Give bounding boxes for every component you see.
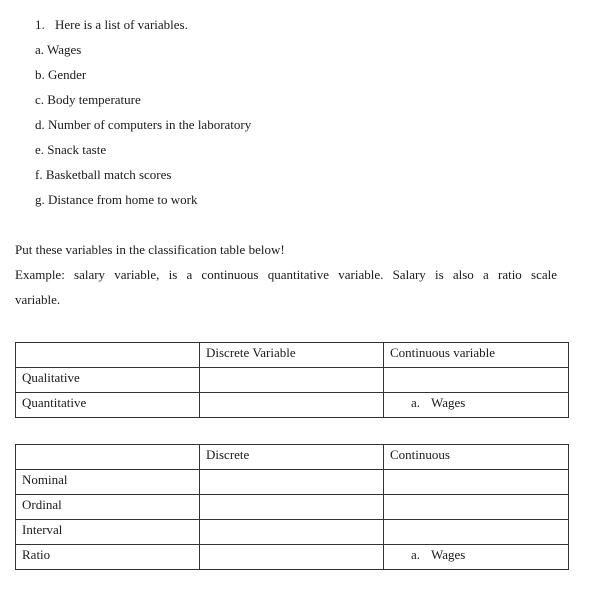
table-row: [16, 393, 569, 418]
table-cell: [384, 545, 569, 570]
table-header-cell: [16, 343, 200, 368]
list-item: b. Gender: [35, 67, 87, 82]
table-cell: [384, 495, 569, 520]
table-row: [16, 520, 569, 545]
question-heading: [35, 17, 188, 33]
table-cell: [200, 520, 384, 545]
example-text-line-2: variable.: [15, 292, 61, 307]
table-row: [16, 545, 569, 570]
list-item: f. Basketball match scores: [35, 167, 172, 182]
classification-table-scales: [15, 444, 569, 570]
table-cell: [200, 368, 384, 393]
row-label: Nominal: [16, 470, 200, 495]
instruction-text: Put these variables in the classification table below!: [15, 242, 285, 257]
question-number: 1.: [35, 17, 45, 32]
row-label: Ordinal: [16, 495, 200, 520]
table-header-row: [16, 343, 569, 368]
table-header-cell: Discrete: [200, 445, 384, 470]
table-row: [16, 470, 569, 495]
table-cell: [384, 520, 569, 545]
entry-marker: a.: [411, 547, 421, 562]
table-header-cell: Continuous variable: [384, 343, 569, 368]
row-label: Qualitative: [16, 368, 200, 393]
table-cell: [200, 495, 384, 520]
list-item: c. Body temperature: [35, 92, 141, 107]
list-item: d. Number of computers in the laboratory: [35, 117, 252, 132]
table-row: [16, 368, 569, 393]
table-header-cell: Continuous: [384, 445, 569, 470]
table-header-row: [16, 445, 569, 470]
list-item: g. Distance from home to work: [35, 192, 198, 207]
table-cell: [200, 545, 384, 570]
entry-text: Wages: [431, 547, 466, 562]
row-label: Interval: [16, 520, 200, 545]
entry-marker: a.: [411, 395, 421, 410]
row-label: Ratio: [16, 545, 200, 570]
list-item: e. Snack taste: [35, 142, 107, 157]
table-header-cell: [16, 445, 200, 470]
table-cell: [200, 470, 384, 495]
entry-text: Wages: [431, 395, 466, 410]
table-row: [16, 495, 569, 520]
question-text: Here is a list of variables.: [55, 17, 188, 32]
table-header-cell: Discrete Variable: [200, 343, 384, 368]
row-label: Quantitative: [16, 393, 200, 418]
classification-table-discrete-continuous: [15, 342, 569, 418]
example-text-line-1: Example: salary variable, is a continuous quantitative variable. Salary is also a ratio scale: [15, 267, 557, 282]
table-cell: [384, 470, 569, 495]
table-cell: [384, 368, 569, 393]
table-cell: [384, 393, 569, 418]
list-item: a. Wages: [35, 42, 82, 57]
table-cell: [200, 393, 384, 418]
